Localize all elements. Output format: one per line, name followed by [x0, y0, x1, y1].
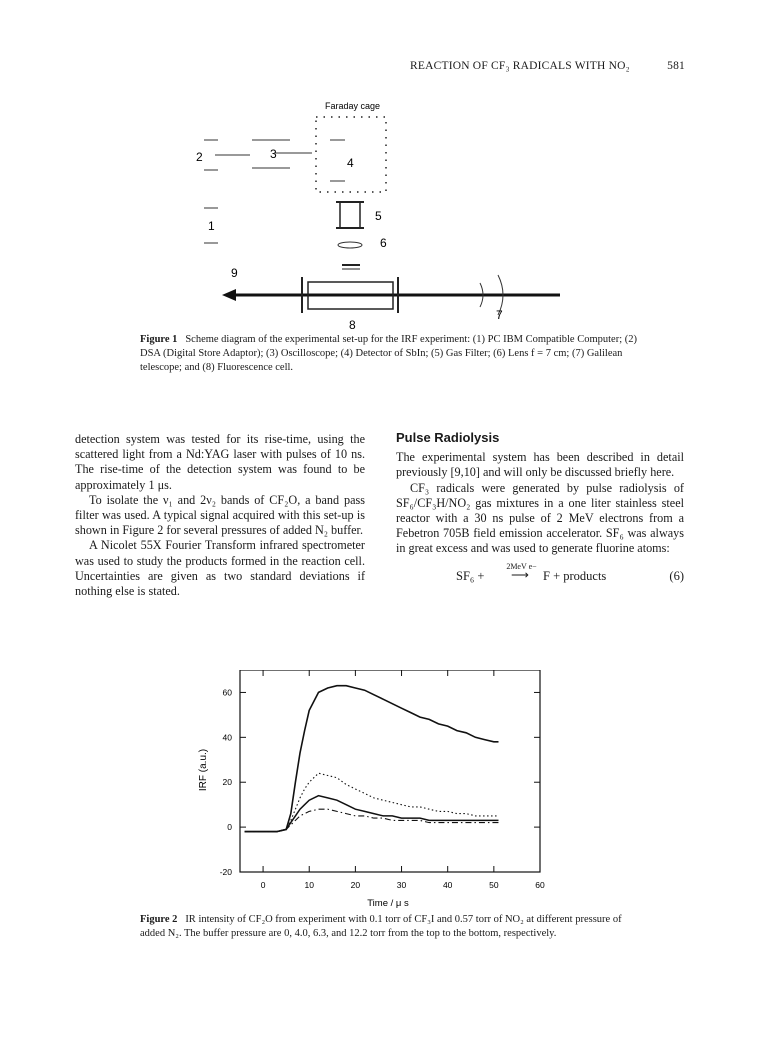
faraday-cage-label: Faraday cage — [325, 101, 381, 111]
equation-arrow: ⟶ — [511, 567, 529, 582]
x-axis-label: Time / μ s — [367, 898, 409, 909]
axis-ticks — [220, 670, 545, 890]
x-tick-label: 10 — [304, 880, 314, 890]
x-tick-label: 60 — [535, 880, 545, 890]
x-tick-label: 50 — [489, 880, 499, 890]
equation-number: (6) — [669, 568, 684, 583]
series-line-1 — [245, 686, 499, 832]
page-number: 581 — [667, 60, 685, 72]
y-tick-label: 60 — [222, 687, 232, 698]
x-tick-label: 30 — [396, 880, 407, 890]
y-tick-label: 0 — [227, 822, 232, 833]
equation-6 — [396, 559, 684, 585]
left-para-1: detection system was tested for its rise-time, using the scattered light from a Nd:YAG laser with pulses of 10 ns. The rise-time of the detection system was found to be approximately 1 μs. — [75, 432, 365, 492]
figure1-num-8: 8 — [349, 318, 356, 332]
right-para-1: The experimental system has been described in detail previously [9,10] and will only be discussed briefly here. — [396, 450, 684, 480]
series-line-2 — [245, 773, 499, 831]
x-tick-label: 0 — [260, 880, 266, 890]
figure1-num-6: 6 — [380, 236, 387, 250]
right-column — [396, 430, 684, 585]
y-tick-label: 40 — [222, 732, 232, 743]
y-tick-label: 20 — [222, 777, 232, 788]
figure1-num-5: 5 — [375, 209, 382, 223]
lens — [338, 242, 362, 248]
x-tick-label: 40 — [442, 880, 453, 890]
running-header — [410, 60, 685, 72]
figure1-num-1: 1 — [208, 219, 215, 233]
figure2-caption-text: IR intensity of CF₂O from experiment with 0.1 torr of CF₃I and 0.57 torr of NO₂ at different pressure of added N₂. The buffer pressure are 0, 4.0, 6.3, and 12.2 torr from the top to the bottom, respectively. — [140, 914, 622, 939]
equation-rhs: F + products — [543, 568, 607, 583]
left-para-2: To isolate the ν₁ and 2ν₂ bands of CF₂O, a band pass filter was used. A typical signal acquired with this set-up is shown in Figure 2 for several pressures of added N₂ buffer. — [75, 492, 365, 538]
y-tick-label: -20 — [219, 867, 232, 877]
figure2-chart — [190, 670, 570, 910]
figure1-num-4: 4 — [347, 156, 354, 170]
figure1-schematic — [190, 95, 570, 335]
left-column — [75, 432, 365, 599]
equation-arrow-label: 2MeV e− — [506, 561, 537, 571]
figure1-caption-label: Figure 1 — [140, 334, 178, 345]
figure1-num-3: 3 — [270, 147, 277, 161]
y-axis-label: IRF (a.u.) — [198, 748, 209, 792]
gas-filter — [340, 202, 360, 228]
figure1-num-7: 7 — [496, 308, 503, 322]
left-para-3: A Nicolet 55X Fourier Transform infrared spectrometer was used to study the products formed in the reaction cell. Uncertainties are given as two standard deviations if nothing else is stated. — [75, 538, 365, 599]
figure1-num-9: 9 — [231, 266, 238, 280]
figure2-caption-label: Figure 2 — [140, 914, 178, 925]
figure2-caption — [140, 913, 640, 941]
figure1-caption — [140, 333, 640, 375]
beam-arrow — [222, 289, 236, 301]
plot-frame — [240, 670, 540, 872]
figure1-caption-text: Scheme diagram of the experimental set-up for the IRF experiment: (1) PC IBM Compatible Computer; (2) DSA (Digital Store Adaptor); (3) Oscilloscope; (4) Detector of SbIn; (5) Gas Filter; (6) Lens f = 7 cm; (7) Galilean telescope; and (8) Fluorescence cell. — [140, 334, 637, 373]
x-tick-label: 20 — [350, 880, 361, 890]
series-lines — [245, 686, 499, 832]
running-title: REACTION OF CF₃ RADICALS WITH NO₂ — [410, 60, 630, 72]
faraday-cage — [316, 117, 386, 192]
section-heading: Pulse Radiolysis — [396, 430, 500, 445]
figure1-num-2: 2 — [196, 150, 203, 164]
right-para-2: CF₃ radicals were generated by pulse radiolysis of SF₆/CF₃H/NO₂ gas mixtures in a one liter stainless steel reactor with a 30 ns pulse of 2 MeV electrons from a Febetron 705B field emission accelerator. SF₆ was always in great excess and was used to generate fluorine atoms: — [396, 480, 684, 556]
equation-lhs: SF₆ + — [456, 568, 485, 583]
